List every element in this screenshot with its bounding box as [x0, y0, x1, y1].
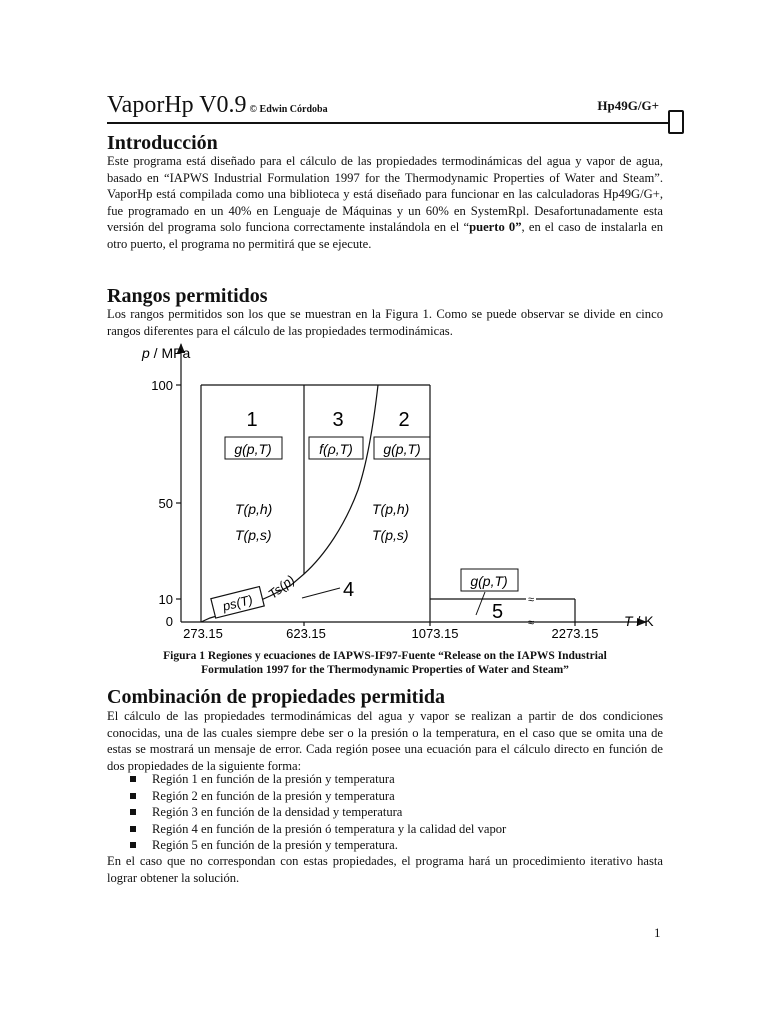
region-number-3: 3 — [332, 409, 344, 431]
x-axis-label: T / K — [624, 613, 654, 629]
equation-region-1: g(p,T) — [234, 441, 272, 457]
list-item: Región 5 en función de la presión y temperatura. — [130, 837, 660, 854]
region5-pointer-line — [476, 592, 485, 615]
page-header — [107, 92, 663, 122]
ps-label-group — [211, 587, 264, 619]
corner-box-decoration — [668, 110, 684, 134]
region4-pointer-line — [302, 588, 340, 598]
y-tick-label: 0 — [165, 614, 173, 629]
copyright-notice: © Edwin Córdoba — [249, 104, 328, 115]
section-heading-rangos: Rangos permitidos — [107, 285, 268, 307]
rangos-paragraph: Los rangos permitidos son los que se muestran en la Figura 1. Como se puede observar se divide en cinco rangos diferentes para el cálculo de las propiedades termodinámicas. — [107, 307, 663, 338]
header-rule — [107, 122, 673, 124]
intro-paragraph: Este programa está diseñado para el cálculo de las propiedades termodinámicas del agua y vapor de agua, basado en “IAPWS Industrial Formulation 1997 for the Thermodynamic Properties of Water and Steam”. VaporHp está compilada como una biblioteca y está diseñado para funcionar en las calculadoras Hp49G/G+, fue programado en un 40% en Lenguaje de Máquinas y un 60% en SystemRpl. Desafortunadamente esta versión del programa solo funciona correctamente instalándola en el “puerto 0”, en el caso de instalarla en otro puerto, el programa no permitirá que se ejecute. — [107, 154, 664, 251]
equation-region-5: g(p,T) — [470, 573, 508, 589]
figure-caption: Figura 1 Regiones y ecuaciones de IAPWS-IF97-Fuente “Release on the IAPWS Industrial Formulation 1997 for the Thermodynamic Properties of Water and Steam” — [163, 650, 607, 676]
y-tick-label: 10 — [158, 592, 173, 607]
list-item: Región 4 en función de la presión ó temperatura y la calidad del vapor — [130, 821, 660, 838]
section-heading-combinacion: Combinación de propiedades permitida — [107, 686, 445, 708]
closing-paragraph: En el caso que no correspondan con estas propiedades, el programa hará un procedimiento iterativo hasta lograr obtener la solución. — [107, 854, 663, 885]
combinacion-paragraph: El cálculo de las propiedades termodinámicas del agua y vapor se realizan a partir de dos condiciones conocidas, una de las cuales siempre debe ser o la presión o la temperatura, en el caso que se omita una de estas se mostrará un mensaje de error. Cada región posee una ecuación para el cálculo directo en función de dos propiedades de la siguiente forma: — [107, 709, 663, 773]
list-item: Región 1 en función de la presión y temperatura — [130, 771, 660, 788]
bullet-icon — [130, 793, 136, 799]
x-tick-label: 273.15 — [183, 626, 223, 641]
region-number-1: 1 — [246, 409, 258, 431]
x-tick-label: 623.15 — [286, 626, 326, 641]
region-number-4: 4 — [343, 579, 355, 601]
calculator-model: Hp49G/G+ — [597, 98, 659, 113]
bullet-icon — [130, 776, 136, 782]
y-tick-label: 50 — [158, 496, 173, 511]
equation-region-3: f(ρ,T) — [319, 441, 353, 457]
bullet-icon — [130, 842, 136, 848]
t-ps-label-left: T(p,s) — [235, 527, 272, 543]
equation-region-2: g(p,T) — [383, 441, 421, 457]
page-number: 1 — [654, 925, 661, 940]
y-axis-label: p / MPa — [142, 345, 191, 361]
bullet-icon — [130, 809, 136, 815]
list-item: Región 2 en función de la presión y temperatura — [130, 788, 660, 805]
list-item: Región 3 en función de la densidad y temperatura — [130, 804, 660, 821]
region-number-2: 2 — [398, 409, 410, 431]
bullet-icon — [130, 826, 136, 832]
section-heading-introduccion: Introducción — [107, 132, 218, 154]
region-diagram — [140, 340, 660, 642]
document-title: VaporHp V0.9 © Edwin Córdoba — [107, 92, 328, 118]
x-tick-label: 2273.15 — [551, 626, 599, 641]
axis-break-mark-bottom: ≈ — [527, 617, 535, 629]
y-tick-label: 100 — [151, 378, 173, 393]
region-list — [130, 771, 660, 854]
region-number-5: 5 — [492, 601, 504, 623]
x-tick-label: 1073.15 — [411, 626, 459, 641]
ts-function-label: Ts(p) — [265, 571, 298, 602]
t-ps-label-right: T(p,s) — [372, 527, 409, 543]
t-ph-label-left: T(p,h) — [235, 501, 273, 517]
axis-break-mark-top: ≈ — [527, 594, 535, 606]
ps-function-label: ps(T) — [221, 591, 255, 614]
t-ph-label-right: T(p,h) — [372, 501, 410, 517]
